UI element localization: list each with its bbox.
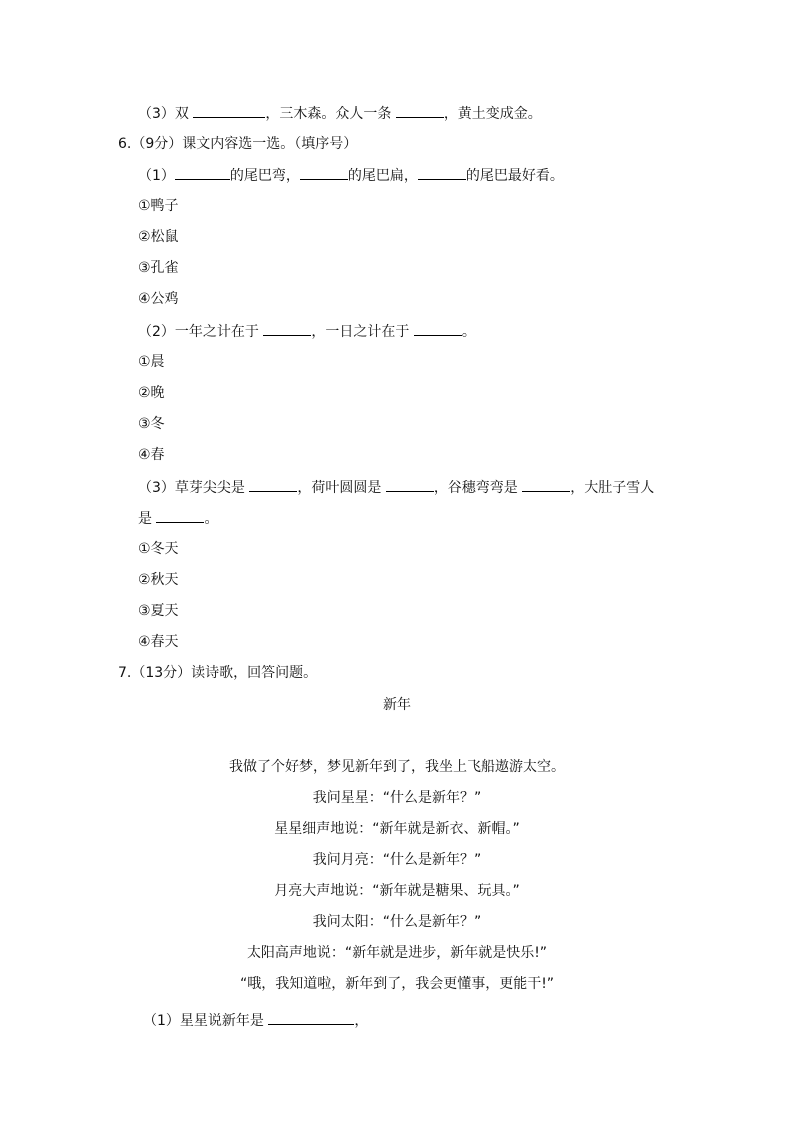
q6-p2-text-c: 。: [461, 324, 476, 340]
q6-p2-option-3: ③冬: [138, 416, 165, 432]
q7-heading: 7.（13分）读诗歌，回答问题。: [118, 665, 318, 681]
q7-sub1: [143, 1010, 368, 1031]
q6-p2-option-4: ④春: [138, 447, 165, 463]
q6-p2-text-b: ，一日之计在于: [311, 324, 414, 340]
q6-part2: [138, 321, 476, 342]
q6-p3-text-d: ，大肚子雪人: [570, 480, 655, 496]
q6-p1-text-b: 的尾巴弯，: [229, 168, 300, 184]
q6-part3-line1: [138, 477, 654, 498]
q6-p3-text-f: 。: [204, 511, 219, 527]
q6-p1-option-2: ②松鼠: [138, 229, 179, 245]
q7-sub1-text-a: （1）星星说新年是: [143, 1013, 269, 1029]
poem-line-3: 星星细声地说：“新年就是新衣、新帽。”: [274, 821, 520, 837]
q6-p1-blank-2[interactable]: [300, 165, 348, 180]
q6-p3-blank-2[interactable]: [386, 477, 434, 492]
poem-line-6: 我问太阳：“什么是新年？”: [312, 914, 482, 930]
q6-p3-option-2: ②秋天: [138, 572, 179, 588]
poem-line-5: 月亮大声地说：“新年就是糖果、玩具。”: [274, 883, 520, 899]
q6-p3-text-a: （3）草芽尖尖是: [138, 480, 250, 496]
poem-line-7: 太阳高声地说：“新年就是进步，新年就是快乐!”: [246, 945, 548, 961]
q5-p3-text-a: （3）双: [138, 106, 194, 122]
q7-sub1-text-b: ，: [354, 1013, 369, 1029]
q6-p1-text-c: 的尾巴扁，: [347, 168, 418, 184]
q6-p1-text-a: （1）: [138, 168, 175, 184]
q6-p2-blank-1[interactable]: [263, 321, 311, 336]
q6-p1-option-1: ①鸭子: [138, 198, 179, 214]
q6-p3-text-c: ，谷穗弯弯是: [433, 480, 523, 496]
q6-part1: [138, 165, 564, 186]
poem-line-1: 我做了个好梦，梦见新年到了，我坐上飞船遨游太空。: [229, 759, 565, 775]
q6-p3-option-4: ④春天: [138, 634, 179, 650]
q5-p3-blank-1[interactable]: [193, 103, 265, 118]
q6-p3-text-b: ，荷叶圆圆是: [297, 480, 386, 496]
q6-p3-blank-3[interactable]: [522, 477, 570, 492]
q5-part3: [138, 103, 542, 124]
q6-p3-blank-1[interactable]: [249, 477, 297, 492]
q6-p3-blank-4[interactable]: [156, 508, 204, 523]
q6-part3-line2: [138, 508, 218, 529]
q6-p3-text-e: 是: [138, 511, 157, 527]
poem-title: 新年: [383, 697, 411, 713]
q5-p3-text-b: ，三木森。众人一条: [265, 106, 396, 122]
poem-line-8: “哦，我知道啦，新年到了，我会更懂事，更能干!”: [239, 976, 555, 992]
q5-p3-blank-2[interactable]: [396, 103, 444, 118]
q6-p3-option-1: ①冬天: [138, 541, 179, 557]
q6-p2-option-1: ①晨: [138, 354, 165, 370]
q6-p2-text-a: （2）一年之计在于: [138, 324, 264, 340]
q6-p2-blank-2[interactable]: [414, 321, 462, 336]
q7-sub1-blank[interactable]: [268, 1010, 354, 1025]
q6-p2-option-2: ②晚: [138, 385, 165, 401]
q6-p1-blank-1[interactable]: [175, 165, 230, 180]
q6-p1-blank-3[interactable]: [418, 165, 466, 180]
q6-p1-option-3: ③孔雀: [138, 260, 179, 276]
q6-heading: 6.（9分）课文内容选一选。（填序号）: [118, 136, 358, 152]
q5-p3-text-c: ，黄土变成金。: [443, 106, 542, 122]
q6-p1-text-d: 的尾巴最好看。: [465, 168, 564, 184]
poem-line-4: 我问月亮：“什么是新年？”: [312, 852, 482, 868]
q6-p3-option-3: ③夏天: [138, 603, 179, 619]
q6-p1-option-4: ④公鸡: [138, 291, 179, 307]
poem-line-2: 我问星星：“什么是新年？”: [312, 790, 482, 806]
